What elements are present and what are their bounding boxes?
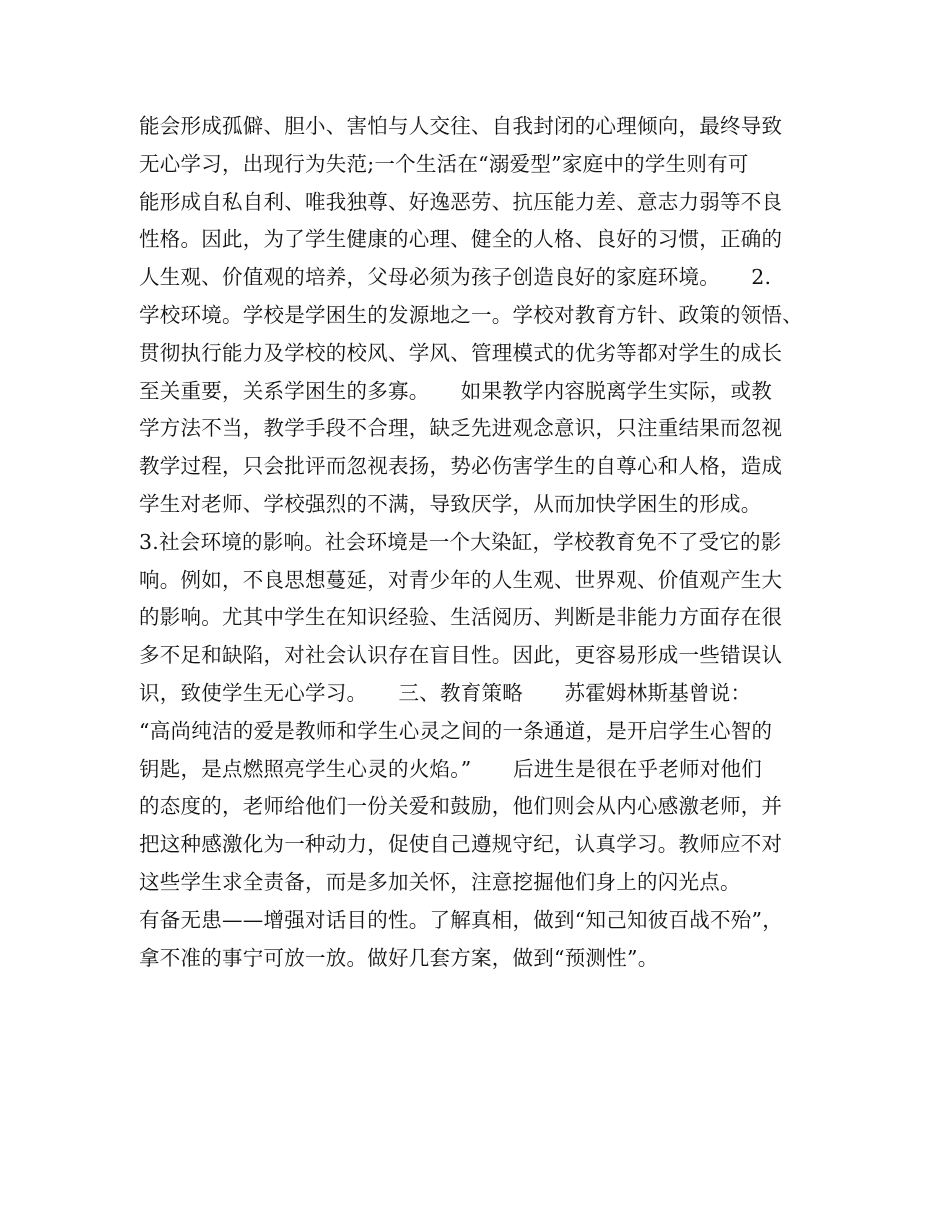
text-line: 的态度的，老师给他们一份关爱和鼓励，他们则会从内心感激老师，并 bbox=[139, 794, 783, 819]
text-line: 学生对老师、学校强烈的不满，导致厌学，从而加快学困生的形成。 bbox=[139, 491, 762, 516]
text-line: 3.社会环境的影响。社会环境是一个大染缸，学校教育免不了受它的影 bbox=[139, 529, 782, 554]
text-line: 教学过程，只会批评而忽视表扬，势必伤害学生的自尊心和人格，造成 bbox=[139, 454, 783, 479]
text-line: 学方法不当，教学手段不合理，缺乏先进观念意识，只注重结果而忽视 bbox=[139, 416, 783, 441]
text-line: 性格。因此，为了学生健康的心理、健全的人格、良好的习惯，正确的 bbox=[139, 227, 783, 252]
text-line: 多不足和缺陷，对社会认识存在盲目性。因此，更容易形成一些错误认 bbox=[139, 643, 783, 668]
text-line: 至关重要，关系学困生的多寡。 如果教学内容脱离学生实际，或教 bbox=[139, 378, 772, 403]
text-line: 贯彻执行能力及学校的校风、学风、管理模式的优劣等都对学生的成长 bbox=[139, 340, 783, 365]
body-text bbox=[139, 108, 839, 977]
text-line: 的影响。尤其中学生在知识经验、生活阅历、判断是非能力方面存在很 bbox=[139, 605, 783, 630]
text-line: “高尚纯洁的爱是教师和学生心灵之间的一条通道，是开启学生心智的 bbox=[139, 718, 773, 743]
text-line: 响。例如，不良思想蔓延，对青少年的人生观、世界观、价值观产生大 bbox=[139, 567, 783, 592]
text-line: 把这种感激化为一种动力，促使自己遵规守纪，认真学习。教师应不对 bbox=[139, 832, 783, 857]
text-line: 学校环境。学校是学困生的发源地之一。学校对教育方针、政策的领悟、 bbox=[139, 302, 803, 327]
text-line: 识，致使学生无心学习。 三、教育策略 苏霍姆林斯基曾说： bbox=[139, 680, 752, 705]
text-line: 无心学习，出现行为失范;一个生活在“溺爱型”家庭中的学生则有可 bbox=[139, 151, 749, 176]
text-line: 拿不准的事宁可放一放。做好几套方案，做到“预测性”。 bbox=[139, 945, 659, 970]
text-line: 人生观、价值观的培养，父母必须为孩子创造良好的家庭环境。 2. bbox=[139, 265, 772, 290]
text-line: 钥匙，是点燃照亮学生心灵的火焰。” 后进生是很在乎老师对他们 bbox=[139, 756, 762, 781]
text-line: 能会形成孤僻、胆小、害怕与人交往、自我封闭的心理倾向，最终导致 bbox=[139, 114, 783, 138]
text-line: 这些学生求全责备，而是多加关怀，注意挖掘他们身上的闪光点。 bbox=[139, 869, 741, 894]
text-line: 有备无患——增强对话目的性。了解真相，做到“知己知彼百战不殆”， bbox=[139, 907, 783, 932]
text-line: 能形成自私自利、唯我独尊、好逸恶劳、抗压能力差、意志力弱等不良 bbox=[139, 189, 783, 214]
